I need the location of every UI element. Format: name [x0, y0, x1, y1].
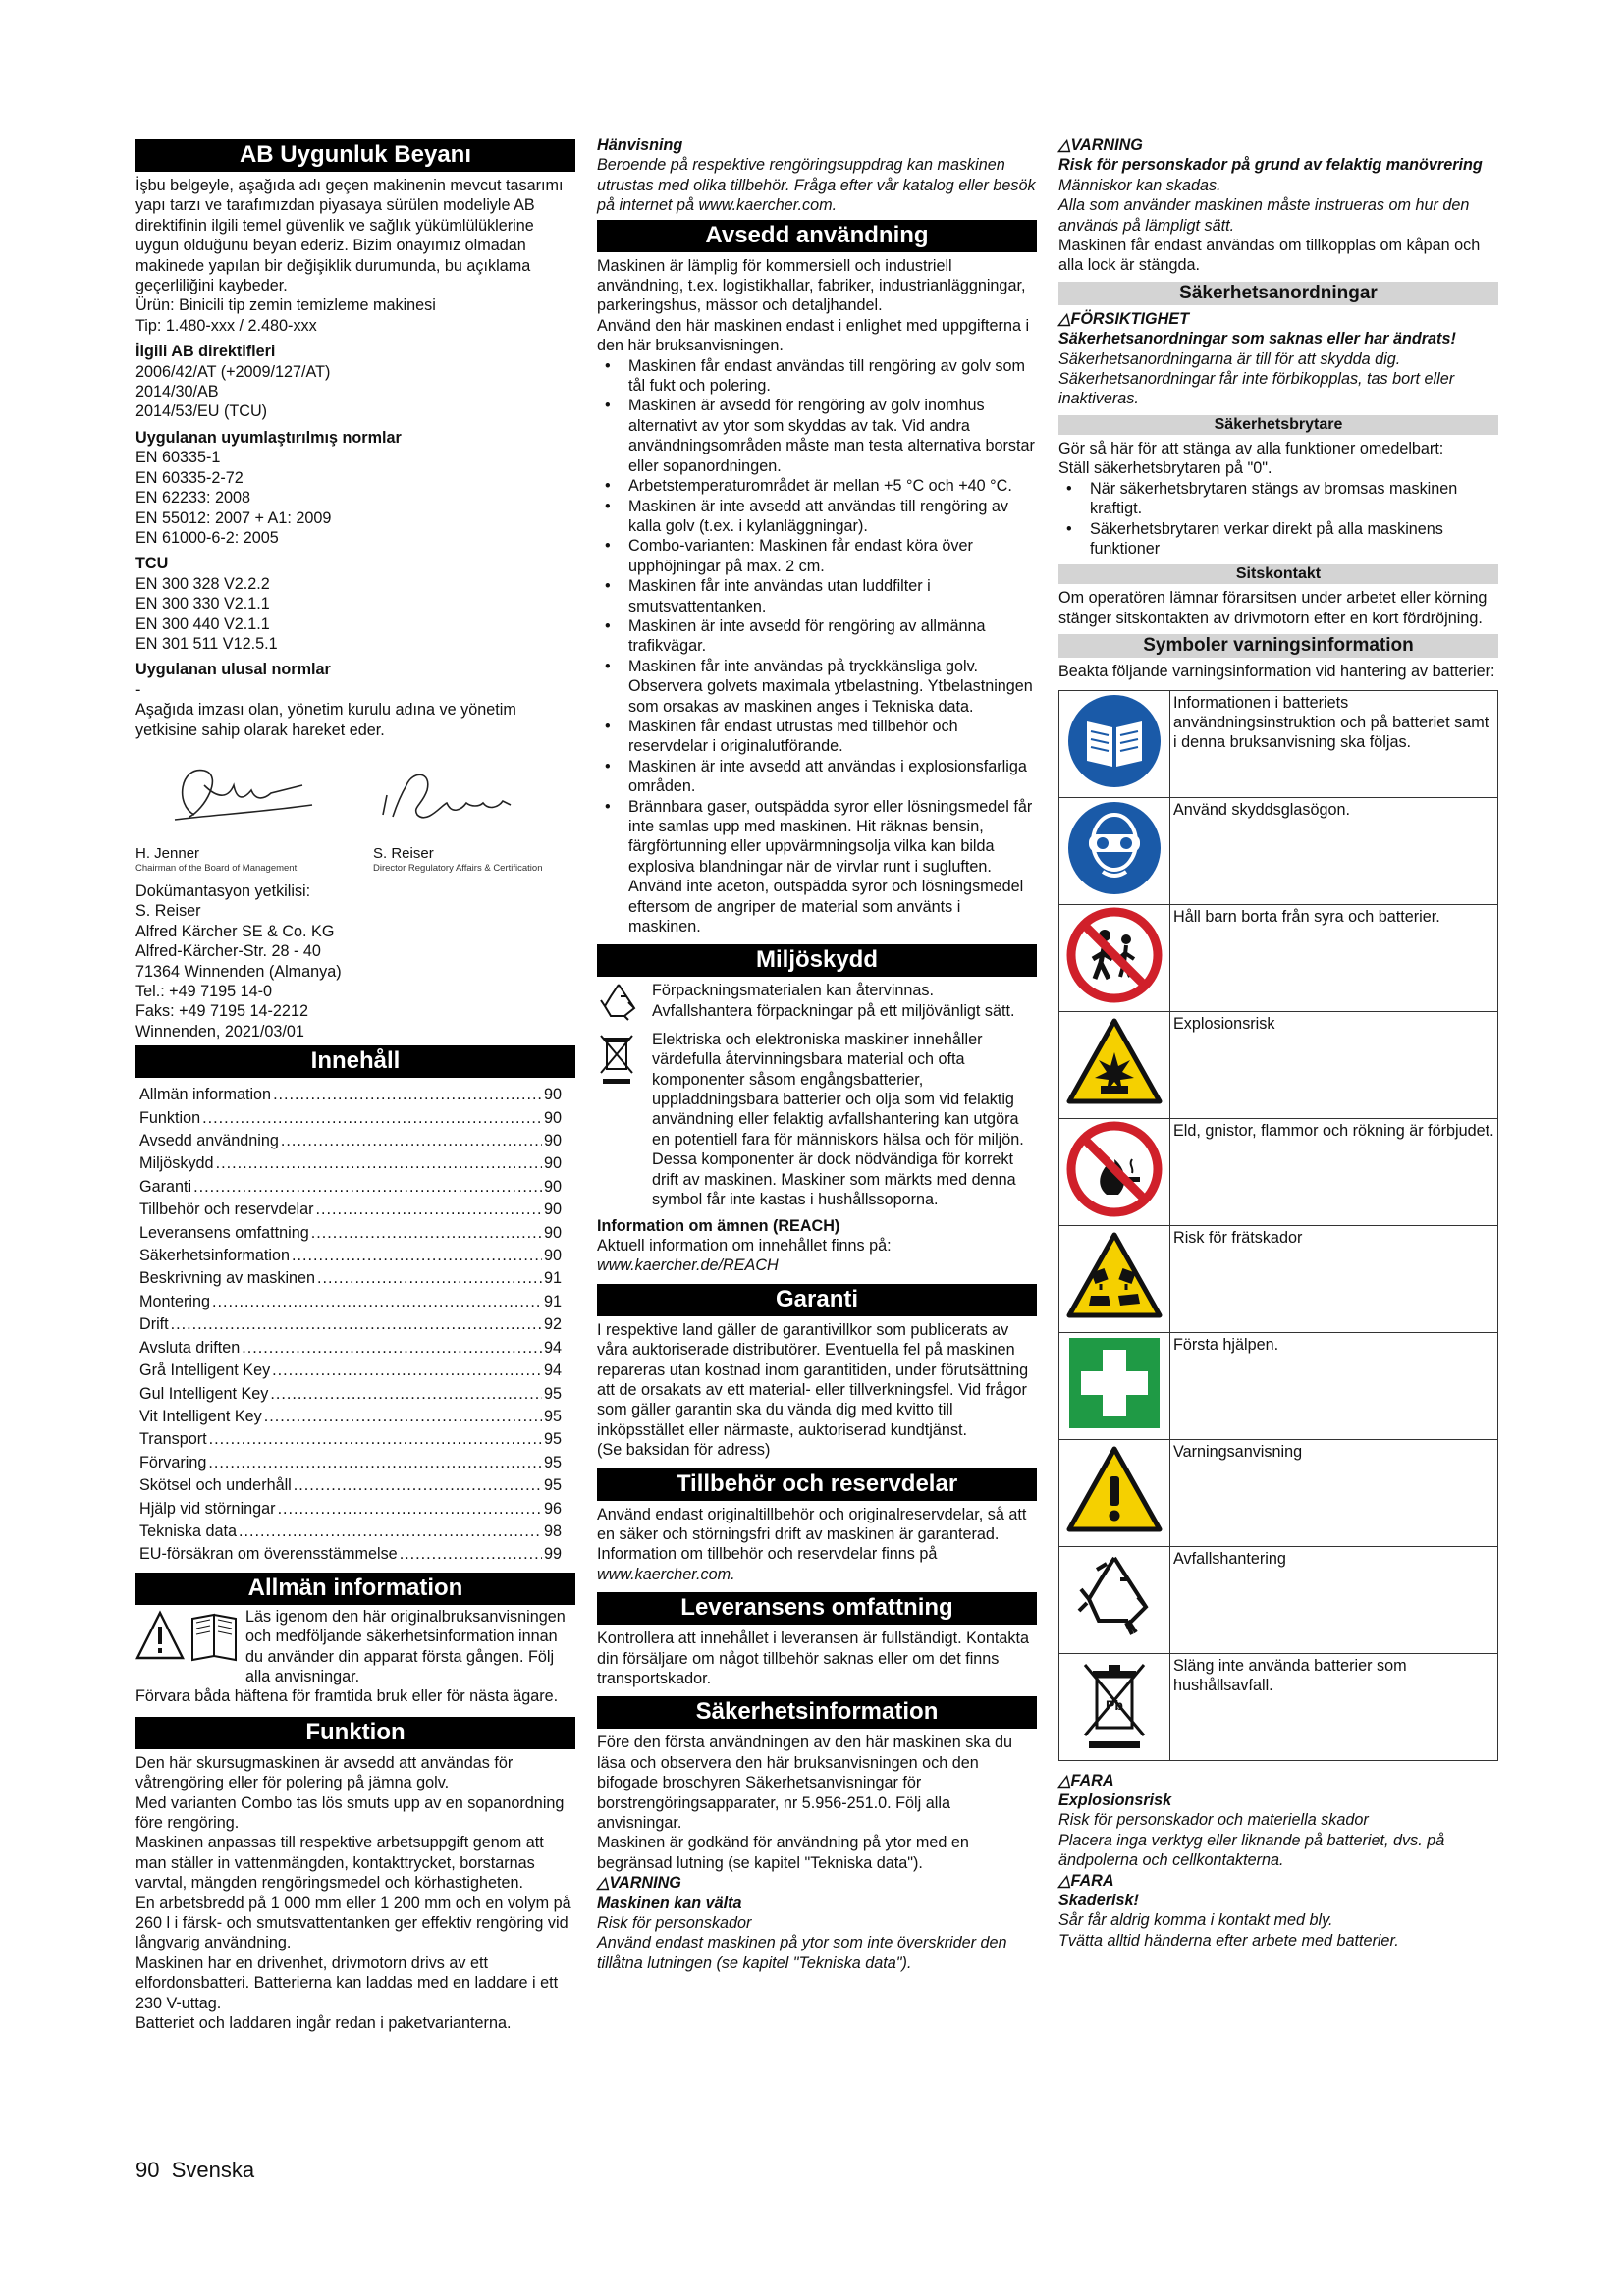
- toc-leader-dots: [316, 1199, 542, 1221]
- svg-text:Pb: Pb: [1106, 1696, 1123, 1713]
- toc-leader-dots: [400, 1543, 542, 1566]
- toc-entry-label: Hjälp vid störningar: [139, 1499, 276, 1518]
- symbol-description: Håll barn borta från syra och batterier.: [1170, 904, 1498, 1011]
- list-item: • Maskinen får endast utrustas med tillbehör och reservdelar i originalutförande.: [628, 717, 1037, 757]
- tcu-item: EN 300 328 V2.2.2: [135, 574, 270, 593]
- danger-heading-2: Skaderisk!: [1058, 1891, 1139, 1909]
- general-info-text: Läs igenom den här originalbruksanvisningen och medföljande säkerhetsinformation innan du använder din apparat första gången. Följ alla anvisningar.: [245, 1607, 566, 1685]
- norm-item: EN 55012: 2007 + A1: 2009: [135, 508, 332, 527]
- toc-entry-label: Avsluta driften: [139, 1338, 241, 1357]
- list-item: • Maskinen får inte användas på tryckkänsliga golv. Observera golvets maximala ytbelastning. Ytbelastningen som orsakas av maskinen anges i Tekniska data.: [628, 657, 1037, 717]
- toc-leader-dots: [208, 1452, 542, 1474]
- toc-entry[interactable]: [139, 1452, 562, 1474]
- toc-entry-label: Transport: [139, 1430, 207, 1449]
- doc-auth-line: 71364 Winnenden (Almanya): [135, 962, 342, 981]
- column-middle: [597, 135, 1037, 1973]
- danger-heading-1: Explosionsrisk: [1058, 1790, 1172, 1809]
- toc-leader-dots: [294, 1474, 542, 1497]
- signature-block-jenner: [135, 746, 332, 875]
- warning-heading-1: Maskinen kan välta: [597, 1894, 742, 1912]
- signature-block-reiser: [373, 746, 569, 875]
- safety-switch-text: Gör så här för att stänga av alla funktioner omedelbart:: [1058, 439, 1444, 457]
- list-item: • När säkerhetsbrytaren stängs av bromsas maskinen kraftigt.: [1090, 479, 1498, 519]
- section-header-contents: Innehåll: [135, 1045, 575, 1078]
- toc-entry-page: 90: [543, 1223, 562, 1242]
- warning-heading-2: Risk för personskador på grund av felaktig manövrering: [1058, 156, 1483, 175]
- table-row: [1059, 797, 1498, 904]
- section-header-accessories: Tillbehör och reservdelar: [597, 1468, 1037, 1501]
- recycling-icon: [597, 981, 652, 1027]
- environment-weee-text: Elektriska och elektroniska maskiner innehåller värdefulla återvinningsbara material och ofta komponenter såsom engångsbatterier, uppladdningsbara batterier och olja som vid felaktig användning eller felaktig avfallshantering kan utgöra en potentiell fara för människors hälsa och för miljön. Dessa komponenter är dock nödvändiga för korrekt drift av maskinen. Maskiner som märkts med denna symbol får inte kastas i hushållssoporna.: [652, 1030, 1024, 1209]
- doc-auth-line: Alfred Kärcher SE & Co. KG: [135, 922, 335, 940]
- accessories-text: Använd endast originaltillbehör och originalreservdelar, så att en säker och störningsfri drift av maskinen är garanterad.: [597, 1505, 1027, 1543]
- national-norms-heading: Uygulanan ulusal normlar: [135, 661, 331, 679]
- toc-leader-dots: [242, 1337, 542, 1360]
- reach-link[interactable]: www.kaercher.de/REACH: [597, 1256, 779, 1275]
- toc-entry[interactable]: [139, 1130, 562, 1152]
- directives-heading: İlgili AB direktifleri: [135, 343, 276, 361]
- toc-entry-label: Allmän information: [139, 1086, 272, 1104]
- section-header-intended-use: Avsedd användning: [597, 220, 1037, 252]
- toc-entry-label: Drift: [139, 1315, 169, 1334]
- section-header-environment: Miljöskydd: [597, 944, 1037, 977]
- toc-entry-label: Avsedd användning: [139, 1132, 279, 1150]
- function-paragraph: Den här skursugmaskinen är avsedd att användas för våtrengöring eller för polering på jämna golv.: [135, 1753, 514, 1792]
- crossed-bin-icon: [597, 1030, 652, 1210]
- toc-entry[interactable]: [139, 1543, 562, 1566]
- toc-entry[interactable]: [139, 1428, 562, 1451]
- toc-entry[interactable]: [139, 1245, 562, 1267]
- intended-use-intro: Maskinen är lämplig för kommersiell och industriell användning, t.ex. logistikhallar, fabriker, industrianläggningar, parkeringshus, mässor och detaljhandel.: [597, 256, 1026, 315]
- warning-label-text: VARNING: [1070, 136, 1143, 154]
- environment-packaging-text: Förpackningsmaterialen kan återvinnas. Avfallshantera förpackningar på ett miljövänligt sätt.: [652, 982, 1015, 1020]
- tcu-item: EN 301 511 V12.5.1: [135, 634, 278, 653]
- warning-text-2: Alla som använder maskinen måste instrueras om hur den används på lämpligt sätt.: [1058, 196, 1470, 235]
- toc-entry-label: Gul Intelligent Key: [139, 1384, 269, 1403]
- declaration-intro: İşbu belgeyle, aşağıda adı geçen makinenin mevcut tasarımı yapı tarzı ve tarafımızdan piyasaya sürülen modeliyle AB direktifinin ilgili temel güvenlik ve sağlık yükümlülüklerine uygun olduğunu beyan ederiz. Bizim onayımız olmadan makinede yapılan bir değişiklik durumunda, bu açıklama geçerliliğini kaybeder.: [135, 177, 564, 295]
- norms-list: [135, 448, 575, 548]
- toc-entry-page: 94: [543, 1362, 562, 1380]
- toc-entry-page: 95: [543, 1453, 562, 1471]
- toc-leader-dots: [209, 1428, 542, 1451]
- toc-entry-label: Förvaring: [139, 1453, 207, 1471]
- warning-text-1: Använd endast maskinen på ytor som inte överskrider den tillåtna lutningen (se kapitel "Tekniska data").: [597, 1934, 1007, 1972]
- toc-leader-dots: [281, 1130, 542, 1152]
- norm-item: EN 62233: 2008: [135, 489, 251, 507]
- goggles-icon: [1065, 799, 1164, 897]
- toc-leader-dots: [193, 1176, 542, 1199]
- page-language: Svenska: [171, 2158, 255, 2182]
- seat-contact-text: Om operatören lämnar förarsitsen under arbetet eller körning stänger sitskontakten av drivmotorn efter en kort fördröjning.: [1058, 589, 1488, 627]
- symbols-intro: Beakta följande varningsinformation vid hantering av batterier:: [1058, 663, 1495, 681]
- danger-label-2: [1058, 1871, 1498, 1891]
- toc-entry[interactable]: [139, 1474, 562, 1497]
- doc-auth-line: S. Reiser: [135, 902, 201, 921]
- list-item: • Brännbara gaser, outspädda syror eller lösningsmedel får inte samlas upp med maskinen. Hit räknas bensin, färgförtunning eller uppvärmningsolja vilka kan bilda explosiva blandningar när de virvlar runt i sugluften. Använd inte aceton, outspädda syror och lösningsmedel eftersom de angriper de material som använts i maskinen.: [628, 797, 1037, 937]
- read-manual-warning-icon: [135, 1609, 244, 1662]
- section-header-safety-switch: Säkerhetsbrytare: [1058, 415, 1498, 435]
- general-info-block: [135, 1609, 575, 1687]
- safety-switch-text-2: Ställ säkerhetsbrytaren på "0".: [1058, 459, 1272, 478]
- section-header-warning-symbols: Symboler varningsinformation: [1058, 634, 1498, 658]
- symbol-description: Risk för frätskador: [1170, 1225, 1498, 1332]
- danger-label-text: FARA: [1070, 1771, 1114, 1789]
- toc-leader-dots: [317, 1267, 542, 1290]
- explosion-icon: [1065, 1015, 1164, 1109]
- directive-item: 2014/30/AB: [135, 383, 219, 401]
- toc-leader-dots: [212, 1291, 542, 1313]
- recycling-icon: [1067, 1550, 1162, 1644]
- list-item: • Maskinen är inte avsedd för rengöring av allmänna trafikvägar.: [628, 616, 1037, 657]
- toc-entry-label: Skötsel och underhåll: [139, 1476, 292, 1495]
- warning-label-2: [1058, 135, 1498, 155]
- caution-label-text: FÖRSIKTIGHET: [1070, 309, 1189, 328]
- toc-leader-dots: [264, 1406, 542, 1428]
- national-norms-dash: -: [135, 680, 141, 699]
- symbol-description: Explosionsrisk: [1170, 1011, 1498, 1118]
- directive-item: 2014/53/EU (TCU): [135, 402, 268, 421]
- table-row: [1059, 1118, 1498, 1225]
- danger-label-text: FARA: [1070, 1871, 1114, 1890]
- toc-entry-page: 90: [543, 1177, 562, 1196]
- reach-heading: Information om ämnen (REACH): [597, 1216, 840, 1235]
- section-header-general-information: Allmän information: [135, 1573, 575, 1605]
- toc-entry[interactable]: [139, 1267, 562, 1290]
- toc-entry-label: Tekniska data: [139, 1522, 237, 1540]
- intended-use-intro-2: Använd den här maskinen endast i enlighet med uppgifterna i den här bruksanvisningen.: [597, 316, 1030, 355]
- toc-entry[interactable]: [139, 1152, 562, 1175]
- directives-list: [135, 362, 575, 422]
- toc-entry[interactable]: [139, 1107, 562, 1130]
- accessories-text-2: Information om tillbehör och reservdelar finns på: [597, 1545, 938, 1564]
- symbol-description: Använd skyddsglasögon.: [1170, 797, 1498, 904]
- note-text: Beroende på respektive rengöringsuppdrag kan maskinen utrustas med olika tillbehör. Fråga efter vår katalog eller besök på internet på www.kaercher.com.: [597, 156, 1036, 215]
- table-row: [1059, 1332, 1498, 1439]
- list-item: • Maskinen får endast användas till rengöring av golv som tål fukt och polering.: [628, 356, 1037, 397]
- toc-entry[interactable]: [139, 1313, 562, 1336]
- toc-entry-page: 90: [543, 1108, 562, 1127]
- list-item: • Säkerhetsbrytaren verkar direkt på alla maskinens funktioner: [1090, 519, 1498, 560]
- function-paragraph: Maskinen har en drivenhet, drivmotorn drivs av ett elfordonsbatteri. Batterierna kan laddas med en laddare i ett 230 V-uttag.: [135, 1953, 559, 2012]
- warning-label-1: [597, 1873, 1037, 1893]
- keep-children-away-icon: [1065, 906, 1164, 1004]
- tcu-item: EN 300 440 V2.1.1: [135, 614, 270, 633]
- signer-role-reiser: Director Regulatory Affairs & Certification: [373, 863, 543, 875]
- section-header-seat-contact: Sitskontakt: [1058, 564, 1498, 584]
- toc-entry-label: Vit Intelligent Key: [139, 1407, 262, 1425]
- directive-item: 2006/42/AT (+2009/127/AT): [135, 362, 331, 381]
- warning-triangle-icon: △: [1058, 309, 1071, 328]
- list-item: • Maskinen får inte användas utan luddfilter i smutsvattentanken.: [628, 576, 1037, 616]
- toc-entry-page: 95: [543, 1430, 562, 1449]
- warning-label-text: VARNING: [609, 1874, 681, 1893]
- norm-item: EN 61000-6-2: 2005: [135, 528, 279, 547]
- section-header-scope-of-delivery: Leveransens omfattning: [597, 1592, 1037, 1625]
- environment-packaging-row: [597, 981, 1037, 1027]
- doc-auth-line: Winnenden, 2021/03/01: [135, 1022, 304, 1041]
- toc-leader-dots: [292, 1245, 542, 1267]
- toc-entry-page: 90: [543, 1132, 562, 1150]
- warning-sub-1: Risk för personskador: [597, 1914, 752, 1933]
- toc-entry-page: 90: [543, 1201, 562, 1219]
- toc-entry-page: 91: [543, 1292, 562, 1310]
- section-header-safety-devices: Säkerhetsanordningar: [1058, 282, 1498, 305]
- caution-label: [1058, 309, 1498, 329]
- section-header-eu-declaration: AB Uygunluk Beyanı: [135, 139, 575, 172]
- toc-entry-label: Grå Intelligent Key: [139, 1362, 271, 1380]
- warning-triangle-icon: △: [1058, 1771, 1071, 1789]
- toc-entry[interactable]: [139, 1406, 562, 1428]
- reach-text: [597, 1236, 1037, 1276]
- intended-use-list: [597, 356, 1037, 937]
- function-paragraph: Med varianten Combo tas lös smuts upp av en sopanordning före rengöring.: [135, 1793, 565, 1832]
- environment-weee-row: [597, 1030, 1037, 1210]
- norms-heading: Uygulanan uyumlaştırılmış normlar: [135, 428, 402, 447]
- function-paragraph: En arbetsbredd på 1 000 mm eller 1 200 mm och en volym på 260 l i färsk- och smutsvattentanken ger effektiv rengöring vid långvarig användning.: [135, 1894, 571, 1952]
- toc-entry-page: 91: [543, 1269, 562, 1288]
- caution-text-2: Säkerhetsanordningar får inte förbikopplas, tas bort eller inaktiveras.: [1058, 370, 1455, 408]
- list-item: • Maskinen är inte avsedd att användas till rengöring av kalla golv (t.ex. i kylanläggningar).: [628, 497, 1037, 537]
- table-row: [1059, 1653, 1498, 1760]
- symbol-description: Avfallshantering: [1170, 1546, 1498, 1653]
- doc-auth-line: Dokümantasyon yetkilisi:: [135, 881, 311, 900]
- toc-entry[interactable]: [139, 1176, 562, 1199]
- toc-entry-page: 90: [543, 1247, 562, 1265]
- norm-item: EN 60335-1: [135, 449, 221, 467]
- page-footer: [135, 2158, 254, 2183]
- danger-sub-2: Sår får aldrig komma i kontakt med bly.: [1058, 1911, 1333, 1930]
- toc-entry-label: Leveransens omfattning: [139, 1223, 309, 1242]
- danger-text-2: Tvätta alltid händerna efter arbete med batterier.: [1058, 1931, 1399, 1949]
- warning-sub-2: Människor kan skadas.: [1058, 176, 1221, 194]
- first-aid-icon: [1065, 1334, 1164, 1432]
- symbol-description: Första hjälpen.: [1170, 1332, 1498, 1439]
- danger-text-1: Placera inga verktyg eller liknande på batteriet, dvs. på ändpolerna och cellkontakterna.: [1058, 1831, 1445, 1870]
- caution-text: Säkerhetsanordningarna är till för att skydda dig.: [1058, 349, 1401, 368]
- signers-text: Aşağıda imzası olan, yönetim kurulu adına ve yönetim yetkisine sahip olarak hareket eder.: [135, 701, 516, 739]
- toc-entry-page: 94: [543, 1338, 562, 1357]
- toc-entry-label: Säkerhetsinformation: [139, 1247, 290, 1265]
- norm-item: EN 60335-2-72: [135, 468, 244, 487]
- toc-entry[interactable]: [139, 1360, 562, 1382]
- signature-reiser: [373, 746, 569, 840]
- toc-entry-page: 90: [543, 1086, 562, 1104]
- warning-icon: [1065, 1443, 1164, 1537]
- toc-entry[interactable]: [139, 1383, 562, 1406]
- toc-entry[interactable]: [139, 1291, 562, 1313]
- toc-leader-dots: [202, 1107, 542, 1130]
- table-row: [1059, 1546, 1498, 1653]
- declaration-product: Ürün: Binicili tip zemin temizleme makinesi: [135, 296, 436, 315]
- symbol-description: Eld, gnistor, flammor och rökning är förbjudet.: [1170, 1118, 1498, 1225]
- warning-triangle-icon: △: [1058, 136, 1071, 154]
- toc-entry-page: 90: [543, 1154, 562, 1173]
- toc-entry-page: 95: [543, 1407, 562, 1425]
- toc-entry-page: 98: [543, 1522, 562, 1540]
- toc-leader-dots: [216, 1152, 542, 1175]
- table-row: [1059, 1011, 1498, 1118]
- toc-entry-label: Miljöskydd: [139, 1154, 214, 1173]
- signer-name-jenner: H. Jenner: [135, 845, 200, 863]
- toc-entry-label: Garanti: [139, 1177, 192, 1196]
- list-item: • Combo-varianten: Maskinen får endast köra över upphöjningar på max. 2 cm.: [628, 536, 1037, 576]
- declaration-type: Tip: 1.480-xxx / 2.480-xxx: [135, 316, 317, 335]
- tcu-list: [135, 574, 575, 655]
- documentation-authority: [135, 881, 575, 1041]
- toc-entry[interactable]: [139, 1222, 562, 1245]
- danger-sub-1: Risk för personskador och materiella skador: [1058, 1811, 1369, 1830]
- table-row: [1059, 690, 1498, 797]
- signature-jenner: [135, 746, 332, 840]
- toc-leader-dots: [239, 1521, 542, 1543]
- warning-text-2b: Maskinen får endast användas om tillkopplas om kåpan och alla lock är stängda.: [1058, 237, 1481, 275]
- column-right: [1058, 135, 1498, 1950]
- tcu-heading: TCU: [135, 555, 169, 573]
- doc-auth-line: Tel.: +49 7195 14-0: [135, 983, 273, 1000]
- function-paragraph: Maskinen anpassas till respektive arbetsuppgift genom att man ställer in vattenmängden, kontakttrycket, borstarnas varvtal, mängden rengöringsmedel och körhastigheten.: [135, 1834, 544, 1893]
- danger-label-1: [1058, 1771, 1498, 1790]
- toc-entry-page: 99: [543, 1545, 562, 1564]
- scope-text: Kontrollera att innehållet i leveransen är fullständigt. Kontakta din försäljare om något tillbehör saknas eller om det finns transportskador.: [597, 1629, 1030, 1687]
- reach-text-body: Aktuell information om innehållet finns på:: [597, 1236, 892, 1255]
- toc-leader-dots: [171, 1313, 542, 1336]
- no-fire-icon: [1065, 1120, 1164, 1218]
- warning-symbols-table: [1058, 690, 1498, 1761]
- safety-text: Före den första användningen av den här maskinen ska du läsa och observera den här bruksanvisningen och den bifogade broschyren Säkerhetsanvisningar för borstrengöringsapparater, nr 5.956-251.0. Följ alla anvisningar.: [597, 1734, 1012, 1833]
- toc-entry-label: Montering: [139, 1292, 210, 1310]
- signer-role-jenner: Chairman of the Board of Management: [135, 863, 298, 875]
- list-item: • Maskinen är inte avsedd att användas i explosionsfarliga områden.: [628, 757, 1037, 797]
- doc-auth-line: Alfred-Kärcher-Str. 28 - 40: [135, 942, 321, 961]
- signature-area: [135, 746, 575, 876]
- section-header-function: Funktion: [135, 1717, 575, 1749]
- toc-entry[interactable]: [139, 1199, 562, 1221]
- table-row: [1059, 1225, 1498, 1332]
- toc-leader-dots: [278, 1498, 542, 1521]
- toc-entry[interactable]: [139, 1084, 562, 1106]
- general-info-text-2: Förvara båda häftena för framtida bruk eller för nästa ägare.: [135, 1687, 559, 1706]
- toc-entry-page: 95: [543, 1476, 562, 1495]
- toc-entry-label: Beskrivning av maskinen: [139, 1269, 316, 1288]
- table-row: [1059, 904, 1498, 1011]
- section-header-warranty: Garanti: [597, 1284, 1037, 1316]
- note-heading: Hänvisning: [597, 136, 683, 154]
- toc-leader-dots: [272, 1360, 542, 1382]
- toc-entry-page: 96: [543, 1499, 562, 1518]
- symbol-description: Varningsanvisning: [1170, 1439, 1498, 1546]
- warning-triangle-icon: △: [597, 1874, 610, 1893]
- symbol-description: Informationen i batteriets användningsinstruktion och på batteriet samt i denna bruksanvisning ska följas.: [1170, 690, 1498, 797]
- column-left: [135, 135, 575, 2033]
- symbol-description: Släng inte använda batterier som hushållsavfall.: [1170, 1653, 1498, 1760]
- section-header-safety-information: Säkerhetsinformation: [597, 1696, 1037, 1729]
- table-of-contents: [135, 1084, 575, 1567]
- warranty-text-2: (Se baksidan för adress): [597, 1441, 771, 1460]
- safety-text-2: Maskinen är godkänd för användning på ytor med en begränsad lutning (se kapitel "Tekniska data").: [597, 1834, 969, 1872]
- toc-entry-page: 95: [543, 1384, 562, 1403]
- tcu-item: EN 300 330 V2.1.1: [135, 595, 270, 614]
- toc-entry[interactable]: [139, 1498, 562, 1521]
- signer-name-reiser: S. Reiser: [373, 845, 434, 863]
- warning-triangle-icon: △: [1058, 1871, 1071, 1890]
- crossed-bin-icon: [1075, 1655, 1154, 1753]
- safety-switch-list: [1058, 479, 1498, 560]
- book-icon: [1065, 692, 1164, 790]
- corrosive-icon: [1065, 1229, 1164, 1323]
- toc-entry-label: Funktion: [139, 1108, 201, 1127]
- accessories-link[interactable]: www.kaercher.com.: [597, 1565, 735, 1583]
- toc-entry[interactable]: [139, 1521, 562, 1543]
- toc-entry[interactable]: [139, 1337, 562, 1360]
- toc-leader-dots: [311, 1222, 542, 1245]
- toc-entry-label: Tillbehör och reservdelar: [139, 1201, 314, 1219]
- toc-entry-label: EU-försäkran om överensstämmelse: [139, 1545, 398, 1564]
- caution-heading: Säkerhetsanordningar som saknas eller har ändrats!: [1058, 330, 1456, 348]
- function-paragraph: Batteriet och laddaren ingår redan i paketvarianterna.: [135, 2014, 512, 2033]
- warranty-text: I respektive land gäller de garantivillkor som publicerats av våra auktoriserade distributörer. Eventuella fel på maskinen repareras utan kostnad inom garantitiden, under förutsättning att de orsakats av ett material- eller tillverkningsfel. Vid frågor som gäller garantin ska du vända dig med kvitto till inköpsstället eller närmaste, auktoriserad kundtjänst.: [597, 1320, 1029, 1439]
- page-number: 90: [135, 2158, 160, 2182]
- toc-leader-dots: [273, 1084, 542, 1106]
- table-row: [1059, 1439, 1498, 1546]
- list-item: • Maskinen är avsedd för rengöring av golv inomhus alternativt av ytor som skyddas av tak. Vid andra användningsområden måste man testa alternativa borstar eller sopanordningen.: [628, 396, 1037, 476]
- toc-leader-dots: [270, 1383, 542, 1406]
- doc-auth-line: Faks: +49 7195 14-2212: [135, 1002, 308, 1021]
- list-item: • Arbetstemperaturområdet är mellan +5 °C och +40 °C.: [628, 476, 1037, 496]
- toc-entry-page: 92: [543, 1315, 562, 1334]
